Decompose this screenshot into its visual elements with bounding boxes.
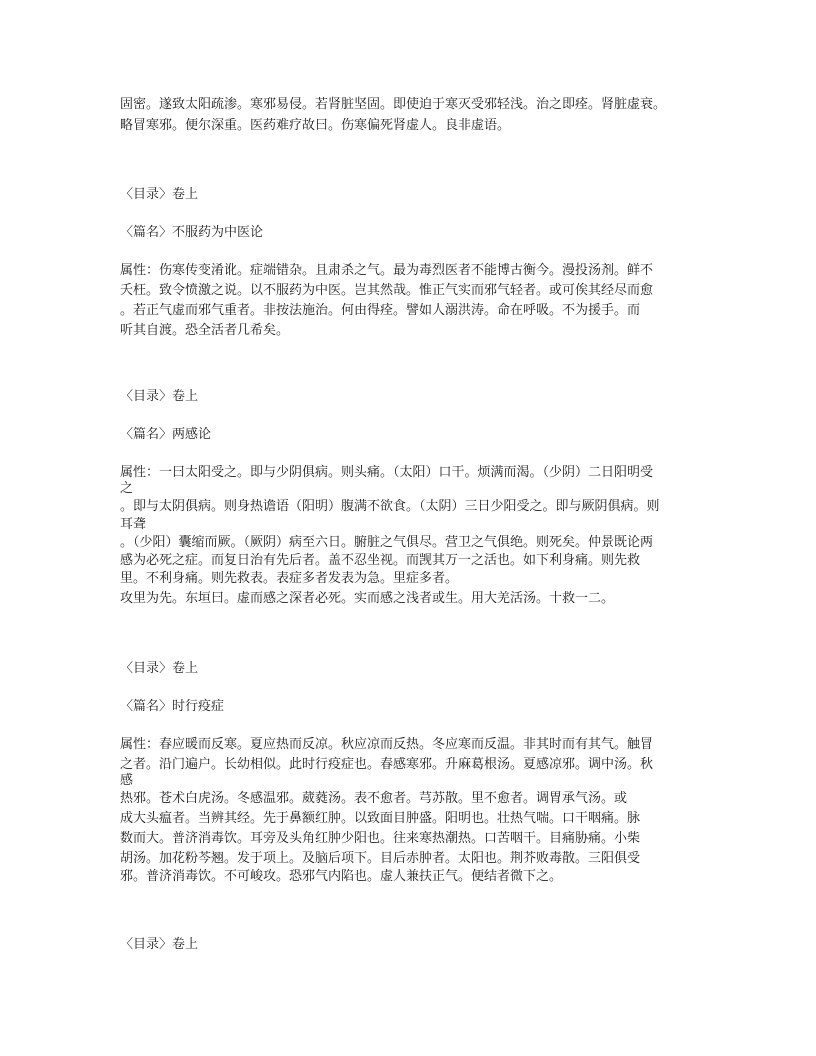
paragraph-line: 之 [120, 481, 134, 496]
paragraph-line: 。若正气虚而邪气重者。非按法施治。何由得痊。譬如人溺洪涛。命在呼吸。不为援手。而 [120, 303, 641, 318]
paragraph-line: 耳聋 [120, 517, 147, 532]
section-title: 〈篇名〉两感论 [120, 427, 212, 442]
paragraph-line: 固密。遂致太阳疏渗。寒邪易侵。若肾脏坚固。即使迫于寒灭受邪轻浅。治之即痊。肾脏虚衰。 [120, 97, 667, 112]
paragraph-line: 属性：春应暖而反寒。夏应热而反凉。秋应凉而反热。冬应寒而反温。非其时而有其气。触冒 [120, 737, 654, 752]
toc-heading: 〈目录〉卷上 [120, 937, 199, 952]
paragraph-line: 邪。普济消毒饮。不可峻攻。恐邪气内陷也。虚人兼扶正气。便结者微下之。 [120, 869, 563, 884]
paragraph-line: 胡汤。加花粉芩翘。发于项上。及脑后项下。目后赤肿者。太阳也。荆芥败毒散。三阳俱受 [120, 851, 641, 866]
paragraph-line: 感为必死之症。而复日治有先后者。盖不忍坐视。而觊其万一之活也。如下利身痛。则先救 [120, 553, 641, 568]
paragraph-line: 成大头瘟者。当辨其经。先于鼻额红肿。以致面目肿盛。阳明也。壮热气喘。口干咽痛。脉 [120, 811, 641, 826]
paragraph-line: 听其自渡。恐全活者几希矣。 [120, 323, 290, 338]
paragraph-line: 属性：伤寒传变淆讹。症端错杂。且肃杀之气。最为毒烈医者不能博古衡今。漫投汤剂。鲜不 [120, 263, 654, 278]
section-title: 〈篇名〉时行疫症 [120, 699, 225, 714]
paragraph-line: 里。不利身痛。则先救表。表症多者发表为急。里症多者。 [120, 571, 459, 586]
paragraph-line: 属性：一曰太阳受之。即与少阴俱病。则头痛。（太阳）口干。烦满而渴。（少阴）二日阳明受 [120, 465, 654, 480]
paragraph-line: 感 [120, 773, 134, 788]
section-title: 〈篇名〉不服药为中医论 [120, 225, 264, 240]
paragraph-line: 热邪。苍术白虎汤。冬感温邪。葳蕤汤。表不愈者。芎苏散。里不愈者。调胃承气汤。或 [120, 791, 628, 806]
paragraph-line: 之者。沿门遍户。长幼相似。此时行疫症也。春感寒邪。升麻葛根汤。夏感凉邪。调中汤。秋 [120, 757, 654, 772]
toc-heading: 〈目录〉卷上 [120, 661, 199, 676]
toc-heading: 〈目录〉卷上 [120, 389, 199, 404]
paragraph-line: 攻里为先。东垣曰。虚而感之深者必死。实而感之浅者或生。用大羌活汤。十救一二。 [120, 591, 615, 606]
paragraph-line: 数而大。普济消毒饮。耳旁及头角红肿少阳也。往来寒热潮热。口苦咽干。目痛胁痛。小柴 [120, 831, 641, 846]
paragraph-line: 夭枉。致令愤激之说。以不服药为中医。岂其然哉。惟正气实而邪气轻者。或可俟其经尽而愈 [120, 283, 654, 298]
paragraph-line: 略冒寒邪。便尔深重。医药难疗故曰。伤寒偏死肾虚人。良非虚语。 [120, 118, 511, 133]
toc-heading: 〈目录〉卷上 [120, 187, 199, 202]
paragraph-line: 。（少阳）囊缩而厥。（厥阴）病至六日。腑脏之气俱尽。营卫之气俱绝。则死矣。仲景既论两 [120, 535, 654, 550]
paragraph-line: 。即与太阴俱病。则身热谵语（阳明）腹满不欲食。（太阴）三日少阳受之。即与厥阴俱病。则 [120, 499, 660, 514]
